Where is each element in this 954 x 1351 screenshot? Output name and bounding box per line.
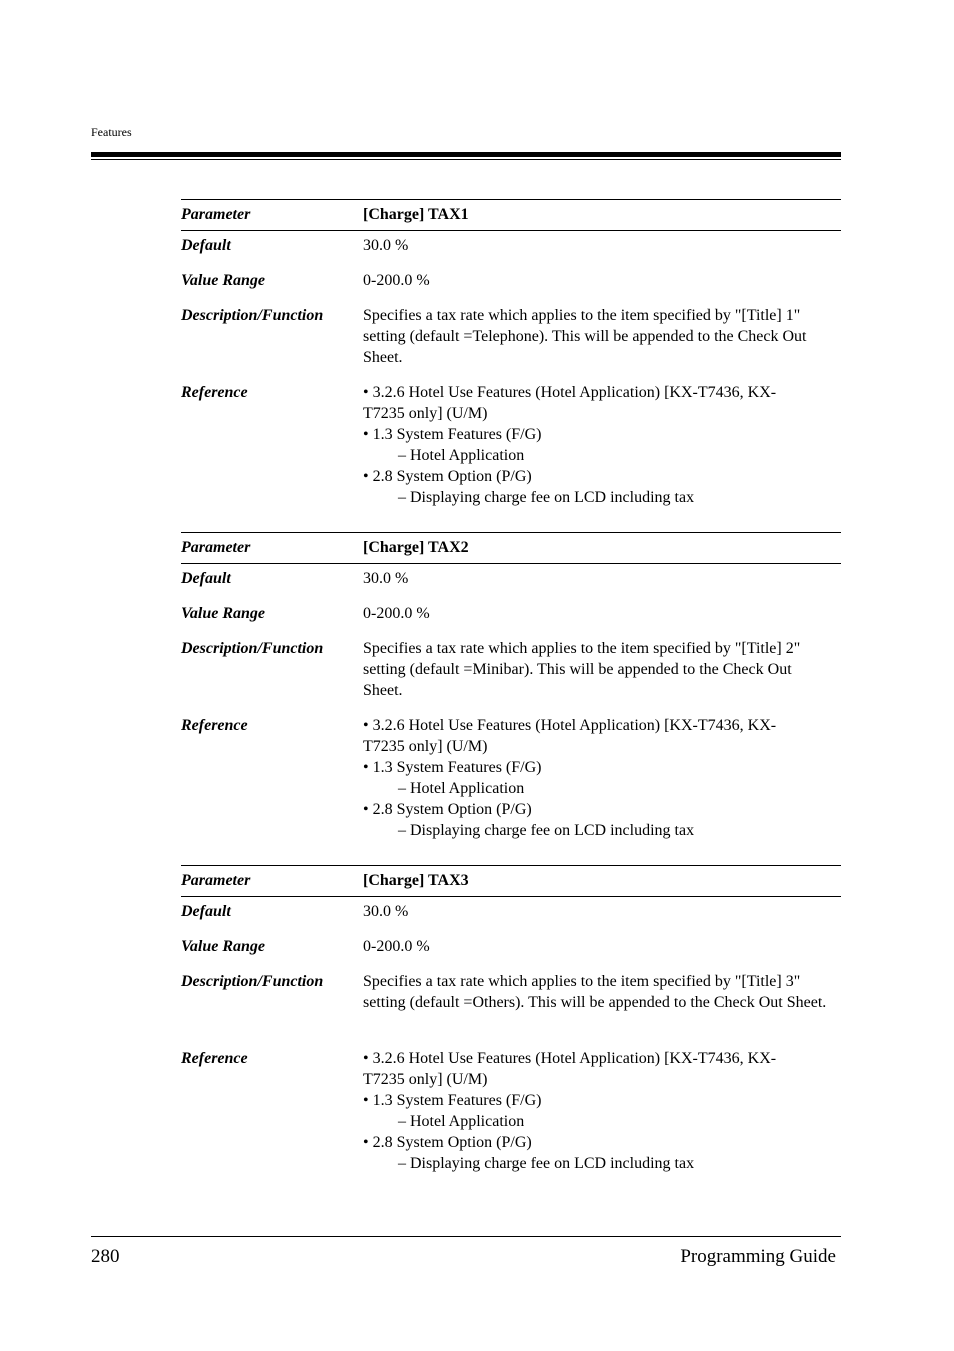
value-range-label: Value Range: [181, 938, 266, 955]
reference-subitem: – Hotel Application: [398, 447, 525, 464]
description-label: Description/Function: [181, 973, 324, 990]
description-row: [181, 634, 841, 711]
parameter-label: Parameter: [181, 206, 251, 223]
reference-item: • 2.8 System Option (P/G): [363, 1134, 532, 1151]
reference-subitem: – Displaying charge fee on LCD including tax: [398, 822, 695, 839]
reference-subitem: – Displaying charge fee on LCD including tax: [398, 1155, 695, 1172]
reference-item: • 2.8 System Option (P/G): [363, 468, 532, 485]
reference-label: Reference: [181, 717, 248, 734]
reference-item: T7235 only] (U/M): [363, 738, 488, 755]
reference-item: • 2.8 System Option (P/G): [363, 801, 532, 818]
value-range-label: Value Range: [181, 272, 266, 289]
reference-row: [181, 711, 841, 841]
value-range-value: 0-200.0 %: [363, 938, 430, 955]
reference-list: [363, 382, 841, 508]
reference-list: [363, 715, 841, 841]
description-label: Description/Function: [181, 307, 324, 324]
default-label: Default: [181, 570, 231, 587]
value-range-row: [181, 932, 841, 967]
reference-item: • 3.2.6 Hotel Use Features (Hotel Application) [KX-T7436, KX-: [363, 384, 777, 401]
reference-item: • 1.3 System Features (F/G): [363, 759, 542, 776]
description-row: [181, 301, 841, 378]
description-label: Description/Function: [181, 640, 324, 657]
footer-rule: [91, 1236, 841, 1237]
reference-list: [363, 1048, 841, 1174]
reference-subitem: – Displaying charge fee on LCD including tax: [398, 489, 695, 506]
reference-item: T7235 only] (U/M): [363, 405, 488, 422]
value-range-row: [181, 266, 841, 301]
header-rule: [91, 152, 841, 157]
parameter-value: [Charge] TAX2: [363, 539, 469, 556]
default-row: [181, 564, 841, 599]
parameter-value: [Charge] TAX1: [363, 206, 469, 223]
reference-subitem: – Hotel Application: [398, 780, 525, 797]
reference-row: [181, 378, 841, 508]
description-value: Specifies a tax rate which applies to the item specified by "[Title] 3" setting (default =Others). This will be appended to the Check Out Sheet.: [363, 973, 827, 1011]
parameter-table-tax2: [181, 532, 841, 841]
guide-title: Programming Guide: [680, 1246, 836, 1267]
reference-item: • 1.3 System Features (F/G): [363, 1092, 542, 1109]
parameter-header-row: [181, 532, 841, 564]
page-number: 280: [91, 1246, 120, 1267]
value-range-label: Value Range: [181, 605, 266, 622]
reference-subitem: – Hotel Application: [398, 1113, 525, 1130]
default-value: 30.0 %: [363, 237, 409, 254]
description-row: [181, 967, 841, 1044]
parameter-label: Parameter: [181, 872, 251, 889]
parameter-header-row: [181, 199, 841, 231]
section-header-label: Features: [91, 125, 132, 139]
parameter-label: Parameter: [181, 539, 251, 556]
reference-label: Reference: [181, 1050, 248, 1067]
default-label: Default: [181, 903, 231, 920]
default-row: [181, 231, 841, 266]
value-range-value: 0-200.0 %: [363, 272, 430, 289]
reference-item: T7235 only] (U/M): [363, 1071, 488, 1088]
default-label: Default: [181, 237, 231, 254]
value-range-value: 0-200.0 %: [363, 605, 430, 622]
default-value: 30.0 %: [363, 903, 409, 920]
value-range-row: [181, 599, 841, 634]
description-value: Specifies a tax rate which applies to the item specified by "[Title] 1" setting (default =Telephone). This will be appended to the Check Out Sheet.: [363, 307, 807, 366]
default-value: 30.0 %: [363, 570, 409, 587]
parameter-value: [Charge] TAX3: [363, 872, 469, 889]
reference-item: • 3.2.6 Hotel Use Features (Hotel Application) [KX-T7436, KX-: [363, 717, 777, 734]
reference-row: [181, 1044, 841, 1174]
reference-item: • 1.3 System Features (F/G): [363, 426, 542, 443]
description-value: Specifies a tax rate which applies to the item specified by "[Title] 2" setting (default =Minibar). This will be appended to the Check Out Sheet.: [363, 640, 801, 699]
parameter-header-row: [181, 865, 841, 897]
parameter-table-tax3: [181, 865, 841, 1174]
default-row: [181, 897, 841, 932]
header-rule-thin: [91, 159, 841, 160]
reference-item: • 3.2.6 Hotel Use Features (Hotel Application) [KX-T7436, KX-: [363, 1050, 777, 1067]
reference-label: Reference: [181, 384, 248, 401]
parameter-table-tax1: [181, 199, 841, 508]
